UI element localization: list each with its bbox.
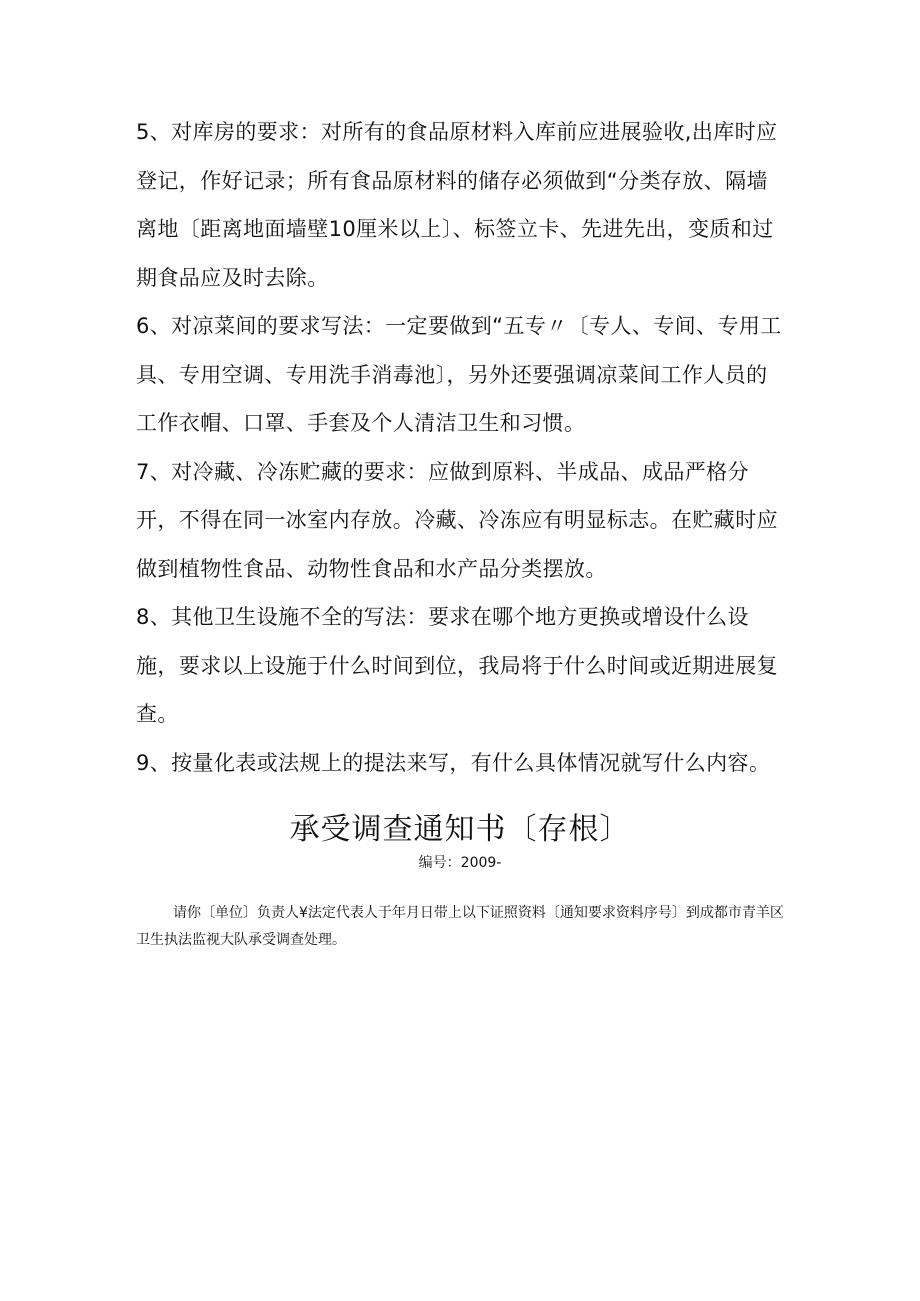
requirement-item-7: 7、对冷藏、冷冻贮藏的要求：应做到原料、半成品、成品严格分开，不得在同一冰室内存放。冷藏、冷冻应有明显标志。在贮藏时应做到植物性食品、动物性食品和水产品分类摆放。 — [136, 459, 778, 581]
requirement-item-9: 9、按量化表或法规上的提法来写，有什么具体情况就写什么内容。 — [136, 750, 771, 775]
requirement-item-8: 8、其他卫生设施不全的写法：要求在哪个地方更换或增设什么设施，要求以上设施于什么时间到位，我局将于什么时间或近期进展复查。 — [136, 605, 778, 726]
requirement-item-5: 5、对库房的要求：对所有的食品原材料入库前应进展验收,出库时应登记，作好记录；所有食品原材料的储存必须做到“分类存放、隔墙离地〔距离地面墙壁10厘米以上〕、标签立卡、先进先出，变质和过期食品应及时去除。 — [136, 120, 778, 290]
serial-number: 编号：2009- — [418, 855, 502, 871]
notice-title: 承受调查通知书〔存根〕 — [289, 812, 631, 847]
requirement-list — [136, 108, 786, 787]
notice-body: 请你〔单位〕负责人¥法定代表人于年月日带上以下证照资料〔通知要求资料序号〕到成都市青羊区卫生执法监视大队承受调查处理。 — [136, 905, 784, 948]
requirement-item-6: 6、对凉菜间的要求写法：一定要做到“五专〃〔专人、专间、专用工具、专用空调、专用洗手消毒池〕，另外还要强调凉菜间工作人员的工作衣帽、口罩、手套及个人清洁卫生和习惯。 — [136, 314, 782, 435]
